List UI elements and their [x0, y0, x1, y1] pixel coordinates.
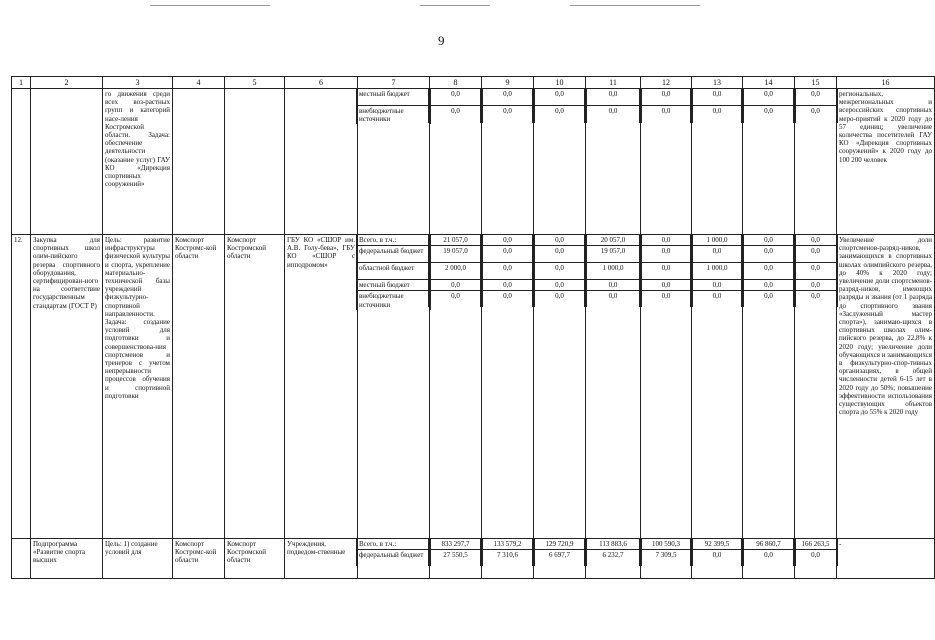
cell-event — [31, 89, 103, 235]
cell-year — [534, 89, 586, 235]
funding-value: 96 860,7 — [742, 539, 796, 550]
funding-value: 0,0 — [794, 246, 838, 263]
cell-year — [586, 235, 641, 539]
funding-value: 0,0 — [429, 106, 483, 124]
cell-customer — [173, 89, 225, 235]
cell-year — [482, 235, 534, 539]
funding-value: 0,0 — [742, 550, 796, 567]
funding-value: 0,0 — [533, 280, 587, 291]
funding-value: 0,0 — [691, 291, 744, 308]
table-row — [12, 89, 935, 235]
funding-value: 6 232,7 — [585, 550, 642, 567]
funding-value: 129 720,9 — [533, 539, 587, 550]
funding-value: 0,0 — [794, 550, 838, 567]
funding-value: 0,0 — [533, 235, 587, 246]
funding-value: 0,0 — [585, 106, 642, 124]
cell-year — [586, 89, 641, 235]
funding-value: 0,0 — [691, 106, 744, 124]
funding-value: 0,0 — [742, 280, 796, 291]
funding-value: 0,0 — [533, 263, 587, 280]
scan-artifact — [420, 5, 490, 6]
cell-result: региональных, межрегиональных и всероссийских спортивных меро-приятий к 2020 году до 57 единиц; увеличение количества посетителей ГАУ КО «Дирекция спортивных сооружений» к 2020 году до 100 200 человек — [837, 89, 935, 235]
cell-sources — [358, 89, 430, 235]
cell-customer: Комспорт Костромс-кой области — [173, 235, 225, 539]
funding-source: Всего, в т.ч.: — [357, 539, 431, 550]
funding-value: 0,0 — [691, 550, 744, 567]
funding-value: 6 697,7 — [533, 550, 587, 567]
funding-source: внебюджетные источники — [357, 291, 431, 310]
funding-value: 0,0 — [481, 246, 535, 263]
cell-executor: Комспорт Костромской области — [225, 235, 285, 539]
column-number: 5 — [225, 77, 285, 89]
funding-value: 20 057,0 — [585, 235, 642, 246]
funding-value: 27 550,5 — [429, 550, 483, 567]
funding-source: федеральный бюджет — [357, 246, 431, 263]
cell-year — [795, 539, 837, 579]
funding-value: 0,0 — [794, 89, 838, 106]
column-number: 3 — [103, 77, 173, 89]
column-number: 16 — [837, 77, 935, 89]
column-number: 7 — [358, 77, 430, 89]
funding-value: 0,0 — [429, 291, 483, 308]
funding-value: 113 883,6 — [585, 539, 642, 550]
column-number: 10 — [534, 77, 586, 89]
funding-value: 0,0 — [742, 89, 796, 106]
cell-year — [641, 235, 692, 539]
funding-value: 0,0 — [429, 280, 483, 291]
column-number: 2 — [31, 77, 103, 89]
funding-value: 0,0 — [691, 246, 744, 263]
cell-year — [641, 89, 692, 235]
table-row — [12, 235, 935, 539]
funding-value: 0,0 — [585, 280, 642, 291]
funding-value: 0,0 — [533, 106, 587, 124]
cell-event: Подпрограмма «Развитие спорта высших — [31, 539, 103, 579]
funding-value: 0,0 — [794, 280, 838, 291]
funding-value: 0,0 — [794, 235, 838, 246]
cell-total — [430, 539, 482, 579]
cell-year — [534, 539, 586, 579]
funding-value: 0,0 — [533, 291, 587, 308]
funding-value: 0,0 — [640, 106, 693, 124]
funding-source: Всего, в т.ч.: — [357, 235, 431, 246]
cell-recipient: Учреждения, подведом-ственные — [285, 539, 358, 579]
column-number: 9 — [482, 77, 534, 89]
funding-value: 0,0 — [794, 291, 838, 308]
funding-value: 0,0 — [794, 106, 838, 124]
column-number: 12 — [641, 77, 692, 89]
funding-value: 0,0 — [481, 291, 535, 308]
funding-value: 21 057,0 — [429, 235, 483, 246]
cell-year — [534, 235, 586, 539]
cell-sources — [358, 539, 430, 579]
cell-total — [430, 89, 482, 235]
funding-value: 833 297,7 — [429, 539, 483, 550]
cell-year — [743, 539, 795, 579]
cell-total — [430, 235, 482, 539]
cell-goal: го движения среди всех воз-растных групп и категорий насе-ления Костромской области. Задача: обеспечение деятельности (оказание услуг) ГАУ КО «Дирекция спортивных сооружений» — [103, 89, 173, 235]
cell-year — [482, 89, 534, 235]
column-number: 15 — [795, 77, 837, 89]
cell-year — [795, 89, 837, 235]
funding-value: 0,0 — [429, 89, 483, 106]
funding-value: 0,0 — [742, 235, 796, 246]
funding-source: областной бюджет — [357, 263, 431, 280]
cell-goal: Цель: развитие инфраструктуры физической культуры и спорта, укрепление материально-технической базы учреждений физкультурно-спортивной направленности. Задача: создание условий для подготовки и совершенствова-ния спортсменов и тренеров с учетом непрерывности процессов обучения и спортивной подготовки — [103, 235, 173, 539]
funding-value: 1 000,0 — [691, 235, 744, 246]
funding-value: 19 057,0 — [585, 246, 642, 263]
funding-value: 0,0 — [640, 246, 693, 263]
scan-artifact — [570, 5, 700, 6]
funding-value: 0,0 — [481, 89, 535, 106]
cell-year — [795, 235, 837, 539]
funding-value: 0,0 — [691, 89, 744, 106]
funding-value: 2 000,0 — [429, 263, 483, 280]
cell-executor — [225, 89, 285, 235]
program-table — [11, 76, 935, 579]
cell-result: - — [837, 539, 935, 579]
page-number: 9 — [438, 33, 445, 48]
column-number: 4 — [173, 77, 225, 89]
cell-year — [586, 539, 641, 579]
funding-value: 100 590,3 — [640, 539, 693, 550]
funding-value: 0,0 — [481, 235, 535, 246]
cell-year — [743, 235, 795, 539]
column-number: 11 — [586, 77, 641, 89]
funding-value: 0,0 — [481, 106, 535, 124]
cell-sources — [358, 235, 430, 539]
funding-value: 0,0 — [585, 89, 642, 106]
funding-value: 0,0 — [481, 280, 535, 291]
cell-year — [743, 89, 795, 235]
funding-value: 0,0 — [742, 106, 796, 124]
funding-value: 0,0 — [481, 263, 535, 280]
cell-result: Увеличение доли спортсменов-разряд-ников, занимающихся в спортивных школах олимпийского резерва, до 40% к 2020 году; увеличение доли спортсменов-разряд-ников, имеющих разряды и звания (от 1 разряда до спортивного звания «Заслуженный мастер спорта»), занимаю-щихся в спортивных школах олим-пийского резерва, до 22,8% к 2020 году; увеличение доли обучающихся и занимающихся в физкультурно-спор-тивных организациях, в общей численности детей 6-15 лет в 2020 году до 50%; повышение эффективности использования существующих объектов спорта до 55% к 2020 году — [837, 235, 935, 539]
funding-value: 1 000,0 — [691, 263, 744, 280]
cell-number — [12, 89, 31, 235]
funding-source: местный бюджет — [357, 89, 431, 106]
funding-value: 0,0 — [640, 291, 693, 308]
cell-recipient — [285, 89, 358, 235]
column-number: 8 — [430, 77, 482, 89]
funding-value: 0,0 — [742, 263, 796, 280]
cell-executor: Комспорт Костромской области — [225, 539, 285, 579]
cell-year — [641, 539, 692, 579]
funding-value: 1 000,0 — [585, 263, 642, 280]
cell-number: 12. — [12, 235, 31, 539]
funding-source: местный бюджет — [357, 280, 431, 291]
funding-source: внебюджетные источники — [357, 106, 431, 125]
funding-value: 0,0 — [533, 89, 587, 106]
funding-value: 19 057,0 — [429, 246, 483, 263]
funding-value: 0,0 — [640, 235, 693, 246]
cell-year — [692, 89, 743, 235]
column-number: 1 — [12, 77, 31, 89]
cell-goal: Цель: 1) создание условий для — [103, 539, 173, 579]
funding-value: 0,0 — [585, 291, 642, 308]
funding-value: 7 310,6 — [481, 550, 535, 567]
funding-source: федеральный бюджет — [357, 550, 431, 567]
funding-value: 166 263,5 — [794, 539, 838, 550]
funding-value: 0,0 — [742, 291, 796, 308]
funding-value: 0,0 — [640, 263, 693, 280]
column-number: 14 — [743, 77, 795, 89]
funding-value: 92 399,5 — [691, 539, 744, 550]
funding-value: 7 309,5 — [640, 550, 693, 567]
cell-event: Закупка для спортивных школ олим-пийского резерва спортивного оборудования, сертифицирован-ного на соответствие государственным стандартам (ГОСТ Р) — [31, 235, 103, 539]
cell-number — [12, 539, 31, 579]
cell-year — [692, 539, 743, 579]
cell-year — [482, 539, 534, 579]
funding-value: 0,0 — [794, 263, 838, 280]
column-number: 6 — [285, 77, 358, 89]
header-row — [12, 77, 935, 89]
funding-value: 0,0 — [533, 246, 587, 263]
funding-value: 0,0 — [691, 280, 744, 291]
funding-value: 0,0 — [742, 246, 796, 263]
funding-value: 0,0 — [640, 280, 693, 291]
cell-year — [692, 235, 743, 539]
column-number: 13 — [692, 77, 743, 89]
table-row — [12, 539, 935, 579]
scan-artifact — [150, 5, 270, 6]
cell-recipient: ГБУ КО «СШОР им. А.В. Голу-бева», ГБУ КО «СШОР с ипподромом» — [285, 235, 358, 539]
cell-customer: Комспорт Костромс-кой области — [173, 539, 225, 579]
funding-value: 0,0 — [640, 89, 693, 106]
funding-value: 133 579,2 — [481, 539, 535, 550]
